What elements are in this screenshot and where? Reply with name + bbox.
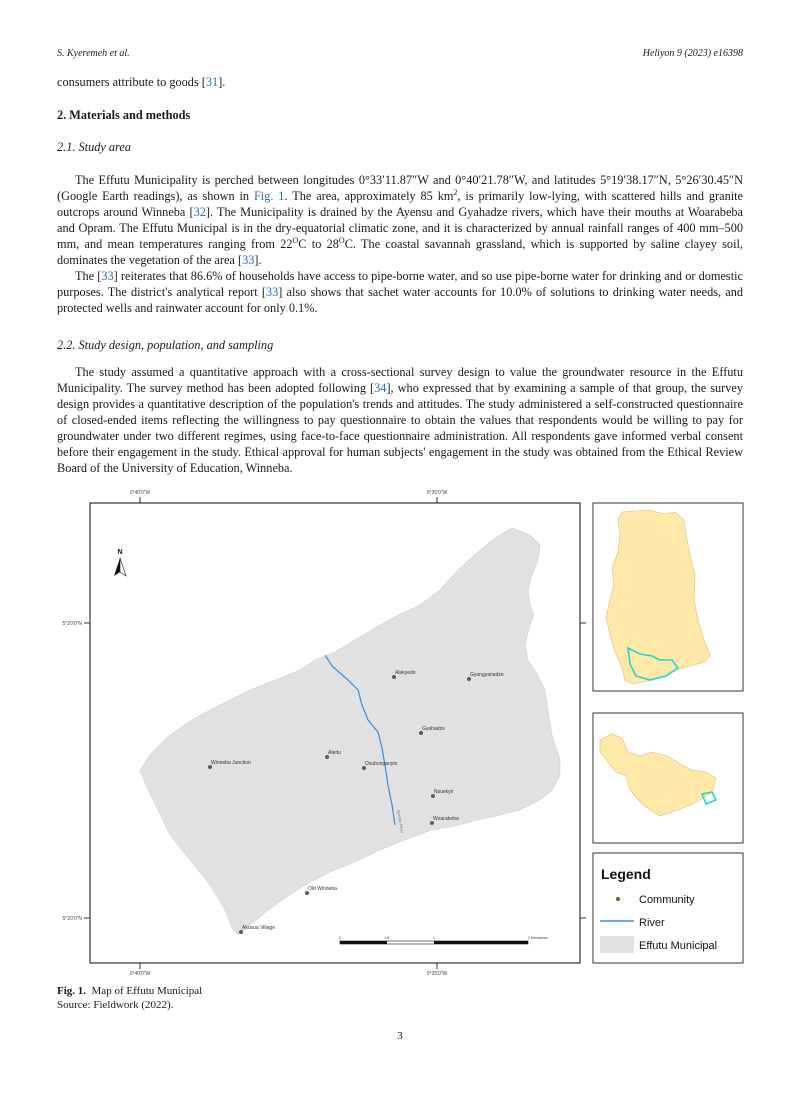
river-label: Ayensu River <box>396 809 406 834</box>
graticule-label: 0°40'0"W <box>129 971 151 977</box>
figure-link[interactable]: Fig. 1 <box>253 189 285 203</box>
figure-caption <box>57 984 202 1012</box>
citation-link[interactable]: 33 <box>101 269 114 283</box>
running-header-authors: S. Kyeremeh et al. <box>57 48 130 59</box>
paragraph-fragment: consumers attribute to goods [31]. <box>57 75 226 89</box>
legend-community-symbol <box>616 897 620 901</box>
community-label-nsuekyir: Nsuekyir <box>434 789 454 795</box>
community-label-old-winneba: Old Winneba <box>308 886 337 892</box>
community-label-ateitu: Ateitu <box>328 750 341 756</box>
graticule-label: 0°40'0"W <box>129 490 151 496</box>
north-label: N <box>117 549 123 556</box>
citation-link[interactable]: 33 <box>265 285 279 299</box>
caption-source: Source: Fieldwork (2022). <box>57 999 174 1011</box>
citation-link[interactable]: 33 <box>242 253 255 267</box>
citation-link[interactable]: 32 <box>193 205 206 219</box>
scale-label: 1 <box>433 936 435 940</box>
graticule-label: 5°20'0"N <box>62 621 82 627</box>
study-area-paragraph-1: The Effutu Municipality is perched between longitudes 0°33′11.87″W and 0°40′21.78″W, and latitudes 5°19′38.17″N, 5°26′30.45″N (Google Earth readings), as shown in Fig. 1. The area, approximately 85 $km^2$, is primarily low-lying, with scattered hills and granite outcrops around Winneba [32]. The Municipality is drained by the Ayensu and Gyahadze rivers, which have their mouths at Woarabeba and Opram. The Effutu Municipal is in the dry-equatorial climatic zone, and it is characterized by annual rainfall ranges of 400 mm–500 mm, and mean temperatures ranging from $22^OC$ to $28^OC$. The coastal savannah grassland, which is supported by saline clayey soil, dominates the vegetation of the area [33]. <box>57 173 744 267</box>
study-design-paragraph: The study assumed a quantitative approach with a cross-sectional survey design to value the groundwater resource in the Effutu Municipality. The survey method has been adopted following [34], who expressed that by examining a sample of that group, the survey design provides a quantitative description of the population's trends and attitudes. The study administered a self-constructed questionnaire of closed-ended items reflecting the willingness to pay questionnaire to obtain the values that respondents would be willing to pay for groundwater under two different regimes, using face-to-face questionnaire administration. All respondents gave informed verbal consent before their engagement in the study. Ethical approval for human subjects' engagement in the study was obtained from the Ethical Review Board of the University of Education, Winneba. <box>57 365 743 475</box>
legend-item-municipal: Effutu Municipal <box>639 940 718 952</box>
scale-label: 2 Kilometres <box>528 936 548 940</box>
community-label-alekyedo: Alekyedo <box>395 670 416 676</box>
running-header-journal: Heliyon 9 (2023) e16398 <box>642 48 743 59</box>
study-area-paragraph-2: The [33] reiterates that 86.6% of households have access to pipe-borne water, and so use pipe-borne water for drinking and or domestic purposes. The district's analytical report [33] also shows that sachet water accounts for 10.0% of solutions to drinking water needs, and protected wells and rainwater account for only 0.1%. <box>57 269 744 315</box>
subsection-heading-study-area: 2.1. Study area <box>57 140 131 154</box>
legend-title: Legend <box>601 866 651 882</box>
community-label-akosua-village: Akosua Village <box>242 925 275 931</box>
page-number: 3 <box>397 1030 403 1042</box>
caption-title: Map of Effutu Municipal <box>91 985 203 997</box>
graticule-label: 0°35'0"W <box>426 490 448 496</box>
caption-label: Fig. 1. <box>57 985 87 997</box>
scale-label: 0 <box>339 936 341 940</box>
community-label-gyangyanadze: Gyangyanadze <box>470 672 504 678</box>
graticule-label: 5°20'0"N <box>62 916 82 922</box>
section-heading: 2. Materials and methods <box>57 108 191 122</box>
community-label-osubonpanyin: Osubonpanyin <box>365 761 398 767</box>
community-label-winneba-junction: Winneba Junction <box>211 760 251 766</box>
community-label-woarabeba: Woarabeba <box>433 816 459 822</box>
legend-item-community: Community <box>639 894 695 906</box>
citation-link[interactable]: 31 <box>205 75 219 89</box>
legend-item-river: River <box>639 917 665 929</box>
legend-municipal-symbol <box>600 936 634 953</box>
community-label-gyahadze: Gyahadze <box>422 726 445 732</box>
graticule-label: 0°35'0"W <box>426 971 448 977</box>
scale-label: 0.5 <box>384 936 390 940</box>
citation-link[interactable]: 34 <box>374 381 387 395</box>
subsection-heading-study-design: 2.2. Study design, population, and sampling <box>57 338 274 352</box>
